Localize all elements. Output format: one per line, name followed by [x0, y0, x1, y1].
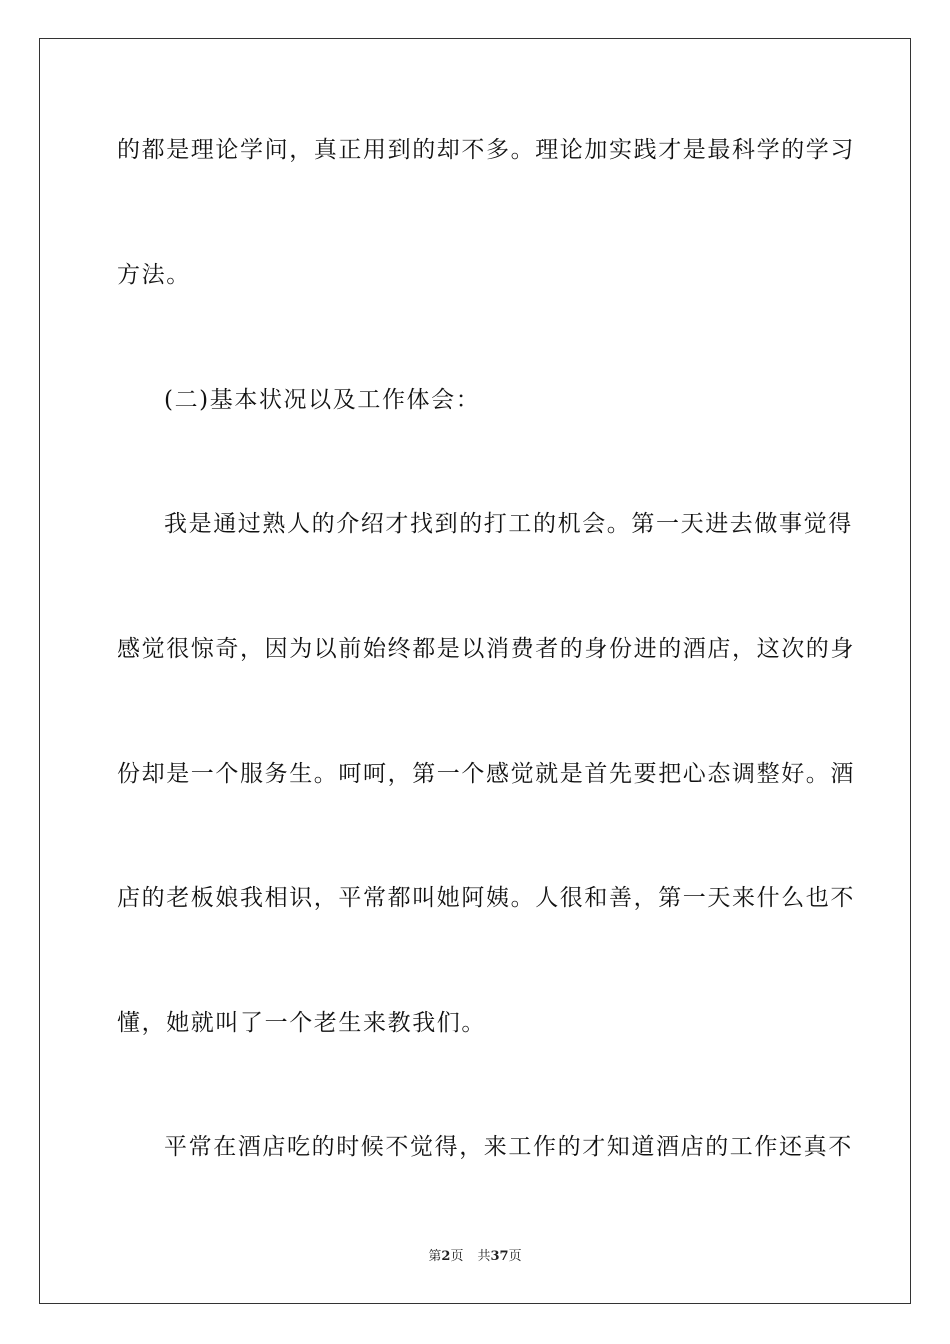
page-footer [0, 1248, 950, 1266]
text-line-6: 份却是一个服务生。呵呵，第一个感觉就是首先要把心态调整好。酒 [117, 761, 855, 787]
text-line-8: 懂，她就叫了一个老生来教我们。 [117, 1010, 486, 1036]
text-line-4: 我是通过熟人的介绍才找到的打工的机会。第一天进去做事觉得 [164, 511, 853, 537]
page-frame [39, 38, 911, 1304]
page-suffix: 页 [450, 1249, 464, 1264]
total-suffix: 页 [508, 1249, 522, 1264]
text-line-9: 平常在酒店吃的时候不觉得，来工作的才知道酒店的工作还真不 [164, 1134, 853, 1160]
text-line-2: 方法。 [117, 262, 191, 288]
text-line-1: 的都是理论学问，真正用到的却不多。理论加实践才是最科学的学习 [117, 137, 855, 163]
page-number: 2 [441, 1249, 451, 1264]
text-line-7: 店的老板娘我相识，平常都叫她阿姨。人很和善，第一天来什么也不 [117, 885, 855, 911]
page-prefix: 第 [428, 1249, 442, 1264]
section-heading: (二)基本状况以及工作体会： [164, 387, 481, 413]
total-prefix: 共 [477, 1249, 491, 1264]
text-line-5: 感觉很惊奇，因为以前始终都是以消费者的身份进的酒店，这次的身 [117, 636, 855, 662]
total-pages: 37 [490, 1249, 509, 1264]
